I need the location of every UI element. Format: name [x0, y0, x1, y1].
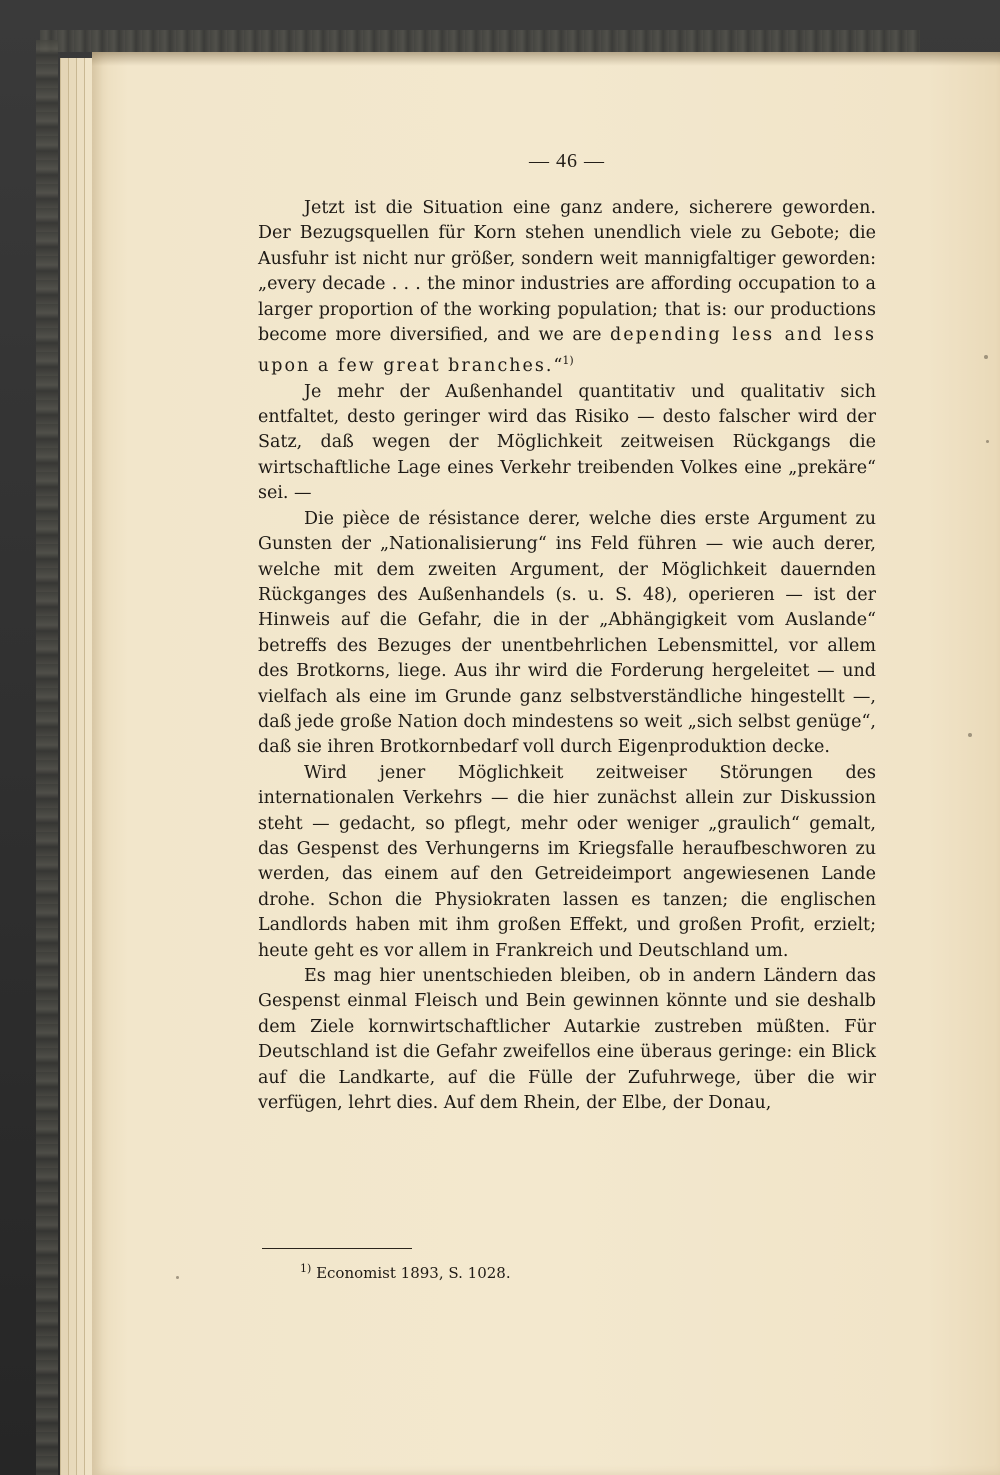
paper-speck — [968, 733, 972, 737]
footnote-text: Economist 1893, S. 1028. — [316, 1264, 511, 1282]
paper-speck — [984, 355, 988, 359]
paragraph: Die pièce de résistance derer, welche dies erste Argument zu Gunsten der „Nationalisierung“ ins Feld führen — wie auch derer, welche mit dem zweiten Argument, der Möglichkeit dauernden Rückganges des Außenhandels (s. u. S. 48), operieren — ist der Hinweis auf die Gefahr, die in der „Abhängigkeit vom Auslande“ betreffs des Bezuges der unentbehrlichen Lebensmittel, vor allem des Brotkorns, liege. Aus ihr wird die Forderung hergeleitet — und vielfach als eine im Grunde ganz selbstverständliche hingestellt —, daß jede große Nation doch mindestens so weit „sich selbst genüge“, daß sie ihren Brotkornbedarf voll durch Eigenproduktion decke. — [258, 508, 876, 758]
cover-top-edge — [40, 30, 920, 52]
page-shadow — [92, 52, 1000, 66]
page-number: — 46 — — [529, 150, 605, 172]
paragraph: Je mehr der Außenhandel quantitativ und qualitativ sich entfaltet, desto geringer wird das Risiko — desto falscher wird der Satz, daß wegen der Möglichkeit zeitweisen Rückgangs die wirtschaftliche Lage eines Verkehr treibenden Volkes eine „prekäre“ sei. — — [258, 381, 876, 504]
paper-speck — [986, 440, 989, 443]
body-text — [258, 196, 876, 1116]
footnote-marker: 1) — [300, 1262, 312, 1275]
cover-spine-edge — [36, 40, 58, 1475]
closing-quote: “ — [553, 356, 563, 377]
footnote-reference: 1) — [562, 354, 574, 368]
spaced-emphasis: depending less and less upon a few great branches. — [258, 325, 876, 377]
paragraph-text: Jetzt ist die Situation eine ganz andere, sicherere geworden. Der Bezugsquellen für Korn stehen unendlich viele zu Gebote; die Ausfuhr ist nicht nur größer, sondern weit mannigfaltiger geworden: „every decade . . . the minor industries are affording occupation to a larger proportion of the working population; that is: our productions become more diversified, and we are — [258, 198, 876, 346]
paragraph — [258, 196, 876, 380]
paper-speck — [176, 1276, 179, 1279]
footnote — [300, 1262, 860, 1282]
footnote-divider — [262, 1248, 412, 1249]
paragraph: Es mag hier unentschieden bleiben, ob in andern Ländern das Gespenst einmal Fleisch und Bein gewinnen könnte und sie deshalb dem Ziele kornwirtschaftlicher Autarkie zustreben müßten. Für Deutschland ist die Gefahr zweifellos eine überaus geringe: ein Blick auf die Landkarte, auf die Fülle der Zufuhrwege, über die wir verfügen, lehrt dies. Auf dem Rhein, der Elbe, der Donau, — [258, 966, 876, 1114]
paragraph: Wird jener Möglichkeit zeitweiser Störungen des internationalen Verkehrs — die hier zunächst allein zur Diskussion steht — gedacht, so pflegt, mehr oder weniger „graulich“ gemalt, das Gespenst des Verhungerns im Kriegsfalle heraufbeschworen zu werden, das einem auf den Getreideimport angewiesenen Lande drohe. Schon die Physiokraten lassen es tanzen; die englischen Landlords haben mit ihm großen Effekt, und großen Profit, erzielt; heute geht es vor allem in Frankreich und Deutschland um. — [258, 762, 876, 961]
